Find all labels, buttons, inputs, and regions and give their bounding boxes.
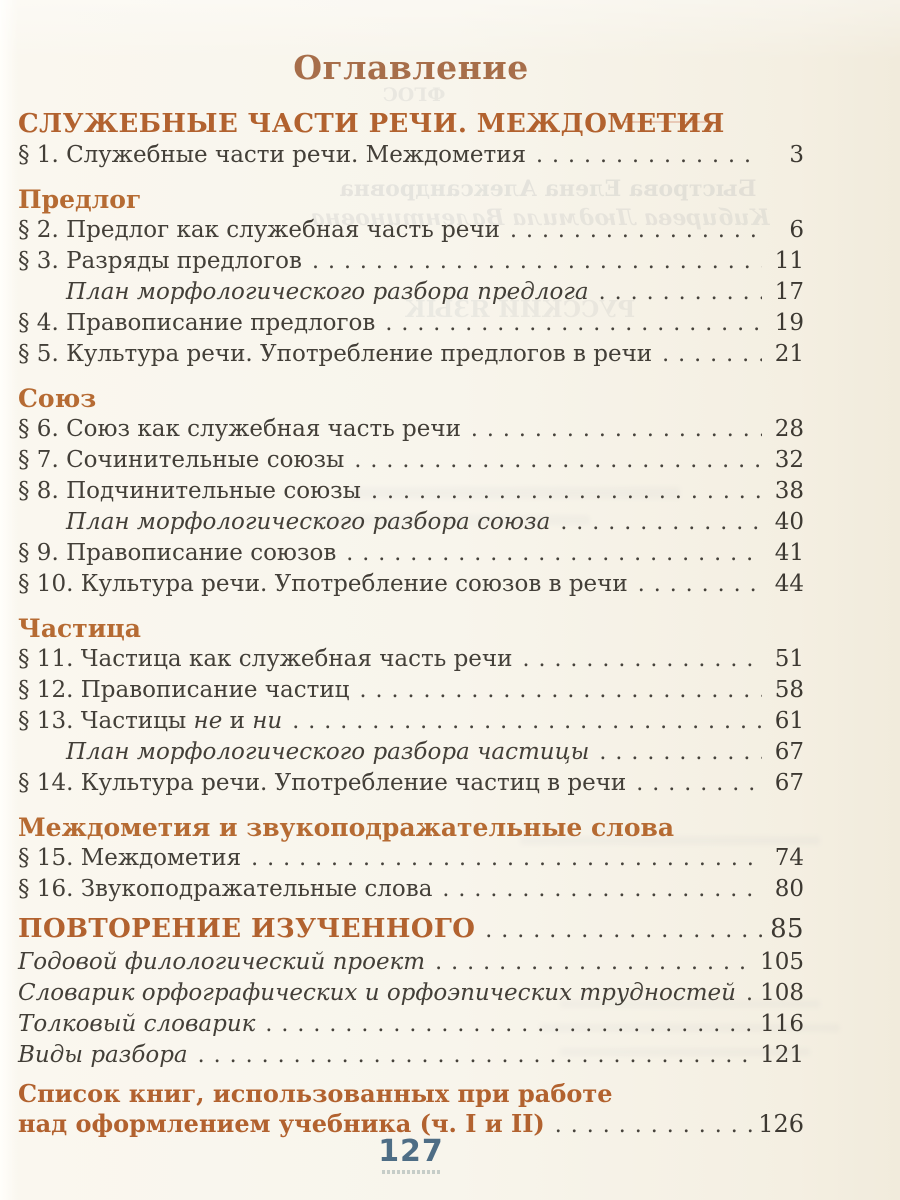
toc-entry — [18, 215, 804, 246]
bleed-through-text: Кибирева Людмила Валентиновна — [310, 205, 770, 231]
toc-entry-page: 21 — [774, 341, 804, 367]
toc-entry — [18, 277, 804, 308]
toc-entry-label: § 8. Подчинительные союзы — [18, 478, 361, 504]
toc-entry-label: § 14. Культура речи. Употребление частиц в речи — [18, 770, 627, 796]
dot-leader — [435, 947, 756, 978]
dot-leader — [354, 445, 762, 476]
toc-entry — [18, 768, 804, 799]
toc-entry-page: 51 — [774, 646, 804, 672]
toc-page-content — [18, 0, 804, 1139]
toc-final-entry — [18, 1079, 804, 1139]
toc-entry-page: 32 — [774, 447, 804, 473]
page-title: Оглавление — [293, 48, 529, 87]
dot-leader — [385, 308, 762, 339]
dot-leader — [746, 978, 756, 1009]
toc-entry-page: 3 — [789, 142, 804, 168]
toc-entry — [18, 308, 804, 339]
toc-entry — [18, 339, 804, 370]
dot-leader — [251, 843, 762, 874]
toc-entry — [18, 140, 804, 171]
table-of-contents — [18, 108, 804, 1139]
dot-leader — [599, 737, 762, 768]
toc-entry-label: § 1. Служебные части речи. Междометия — [18, 142, 527, 168]
dot-leader — [471, 414, 762, 445]
toc-entry-label: Годовой филологический проект — [18, 949, 426, 975]
toc-entry — [18, 507, 804, 538]
toc-entry-label: § 7. Сочинительные союзы — [18, 447, 345, 473]
toc-entry-page: 85 — [770, 914, 804, 944]
folio-underline-artifact — [382, 1170, 440, 1174]
toc-entry-label: § 12. Правописание частиц — [18, 677, 350, 703]
dot-leader — [359, 675, 762, 706]
toc-part-heading-label: ПОВТОРЕНИЕ ИЗУЧЕННОГО — [18, 914, 476, 944]
toc-entry-label: План морфологического разбора частицы — [66, 739, 590, 765]
toc-part-heading — [18, 913, 804, 947]
toc-entry-label: § 5. Культура речи. Употребление предлогов в речи — [18, 341, 653, 367]
dot-leader — [371, 476, 762, 507]
toc-entry — [18, 675, 804, 706]
toc-entry-page: 67 — [774, 739, 804, 765]
dot-leader — [638, 569, 762, 600]
dot-leader — [312, 246, 762, 277]
toc-entry-label: Словарик орфографических и орфоэпических трудностей — [18, 980, 736, 1006]
toc-entry-page: 121 — [760, 1042, 804, 1068]
toc-entry — [18, 874, 804, 905]
toc-entry-page: 80 — [774, 876, 804, 902]
toc-entry-page: 44 — [774, 571, 804, 597]
page-number: 127 — [378, 1134, 444, 1169]
toc-entry-label: § 2. Предлог как служебная часть речи — [18, 217, 500, 243]
toc-section-heading: Союз — [18, 384, 97, 413]
toc-entry — [18, 947, 804, 978]
toc-entry-page: 41 — [774, 540, 804, 566]
toc-entry-page: 11 — [774, 248, 804, 274]
toc-entry-page: 116 — [760, 1011, 804, 1037]
dot-leader — [198, 1040, 756, 1071]
toc-entry — [18, 569, 804, 600]
dot-leader — [662, 339, 762, 370]
dot-leader — [265, 1009, 756, 1040]
dot-leader — [536, 140, 762, 171]
toc-entry-page: 61 — [774, 708, 804, 734]
toc-entry — [18, 1040, 804, 1071]
toc-entry-page: 105 — [760, 949, 804, 975]
bleed-through-text: Быстрова Елена Александровна — [339, 176, 757, 202]
toc-entry-label: Толковый словарик — [18, 1011, 256, 1037]
toc-entry-page: 74 — [774, 845, 804, 871]
toc-entry-label: § 6. Союз как служебная часть речи — [18, 416, 461, 442]
dot-leader — [636, 768, 762, 799]
toc-entry-page: 58 — [774, 677, 804, 703]
toc-entry — [18, 737, 804, 768]
toc-entry-label: § 11. Частица как служебная часть речи — [18, 646, 513, 672]
toc-entry — [18, 843, 804, 874]
toc-entry-page: 108 — [760, 980, 804, 1006]
toc-section-heading: Частица — [18, 614, 141, 643]
bleed-through-text: РУССКИЙ ЯЗЫК — [404, 296, 636, 323]
toc-entry-label: § 10. Культура речи. Употребление союзов в речи — [18, 571, 628, 597]
toc-section-heading: Предлог — [18, 185, 142, 214]
dot-leader — [510, 215, 762, 246]
toc-entry-label: § 9. Правописание союзов — [18, 540, 337, 566]
bleed-through-text: ФГОС — [382, 84, 446, 106]
dot-leader — [560, 507, 762, 538]
dot-leader — [346, 538, 762, 569]
toc-entry-page: 67 — [774, 770, 804, 796]
toc-entry-page: 17 — [774, 279, 804, 305]
toc-entry-label: Виды разбора — [18, 1042, 188, 1068]
toc-entry-label: § 13. Частицы не и ни — [18, 708, 283, 734]
toc-entry — [18, 445, 804, 476]
toc-entry — [18, 1079, 804, 1109]
dot-leader — [442, 874, 762, 905]
toc-entry-label: § 4. Правописание предлогов — [18, 310, 376, 336]
dot-leader — [292, 706, 762, 737]
toc-entry-label: § 3. Разряды предлогов — [18, 248, 302, 274]
toc-entry — [18, 414, 804, 445]
toc-entry-label: План морфологического разбора предлога — [66, 279, 589, 305]
toc-entry-label: § 15. Междометия — [18, 845, 242, 871]
dot-leader — [485, 915, 762, 947]
dot-leader — [522, 644, 762, 675]
toc-entry — [18, 538, 804, 569]
toc-entry — [18, 246, 804, 277]
toc-entry-page: 6 — [789, 217, 804, 243]
toc-entry — [18, 644, 804, 675]
toc-entry-label: над оформлением учебника (ч. I и II) — [18, 1109, 545, 1138]
toc-section-heading: Междометия и звукоподражательные слова — [18, 813, 675, 842]
toc-entry-page: 28 — [774, 416, 804, 442]
toc-entry-label: План морфологического разбора союза — [66, 509, 551, 535]
toc-entry-page: 40 — [774, 509, 804, 535]
toc-entry — [18, 978, 804, 1009]
toc-entry — [18, 476, 804, 507]
toc-entry-page: 126 — [758, 1110, 804, 1138]
toc-entry — [18, 1009, 804, 1040]
toc-entry-page: 38 — [774, 478, 804, 504]
toc-entry-page: 19 — [774, 310, 804, 336]
dot-leader — [599, 277, 762, 308]
toc-entry-label: Список книг, использованных при работе — [18, 1079, 613, 1108]
toc-entry-label: § 16. Звукоподражательные слова — [18, 876, 433, 902]
folio-area — [18, 1136, 804, 1174]
toc-part-heading: СЛУЖЕБНЫЕ ЧАСТИ РЕЧИ. МЕЖДОМЕТИЯ — [18, 109, 725, 139]
toc-entry — [18, 706, 804, 737]
